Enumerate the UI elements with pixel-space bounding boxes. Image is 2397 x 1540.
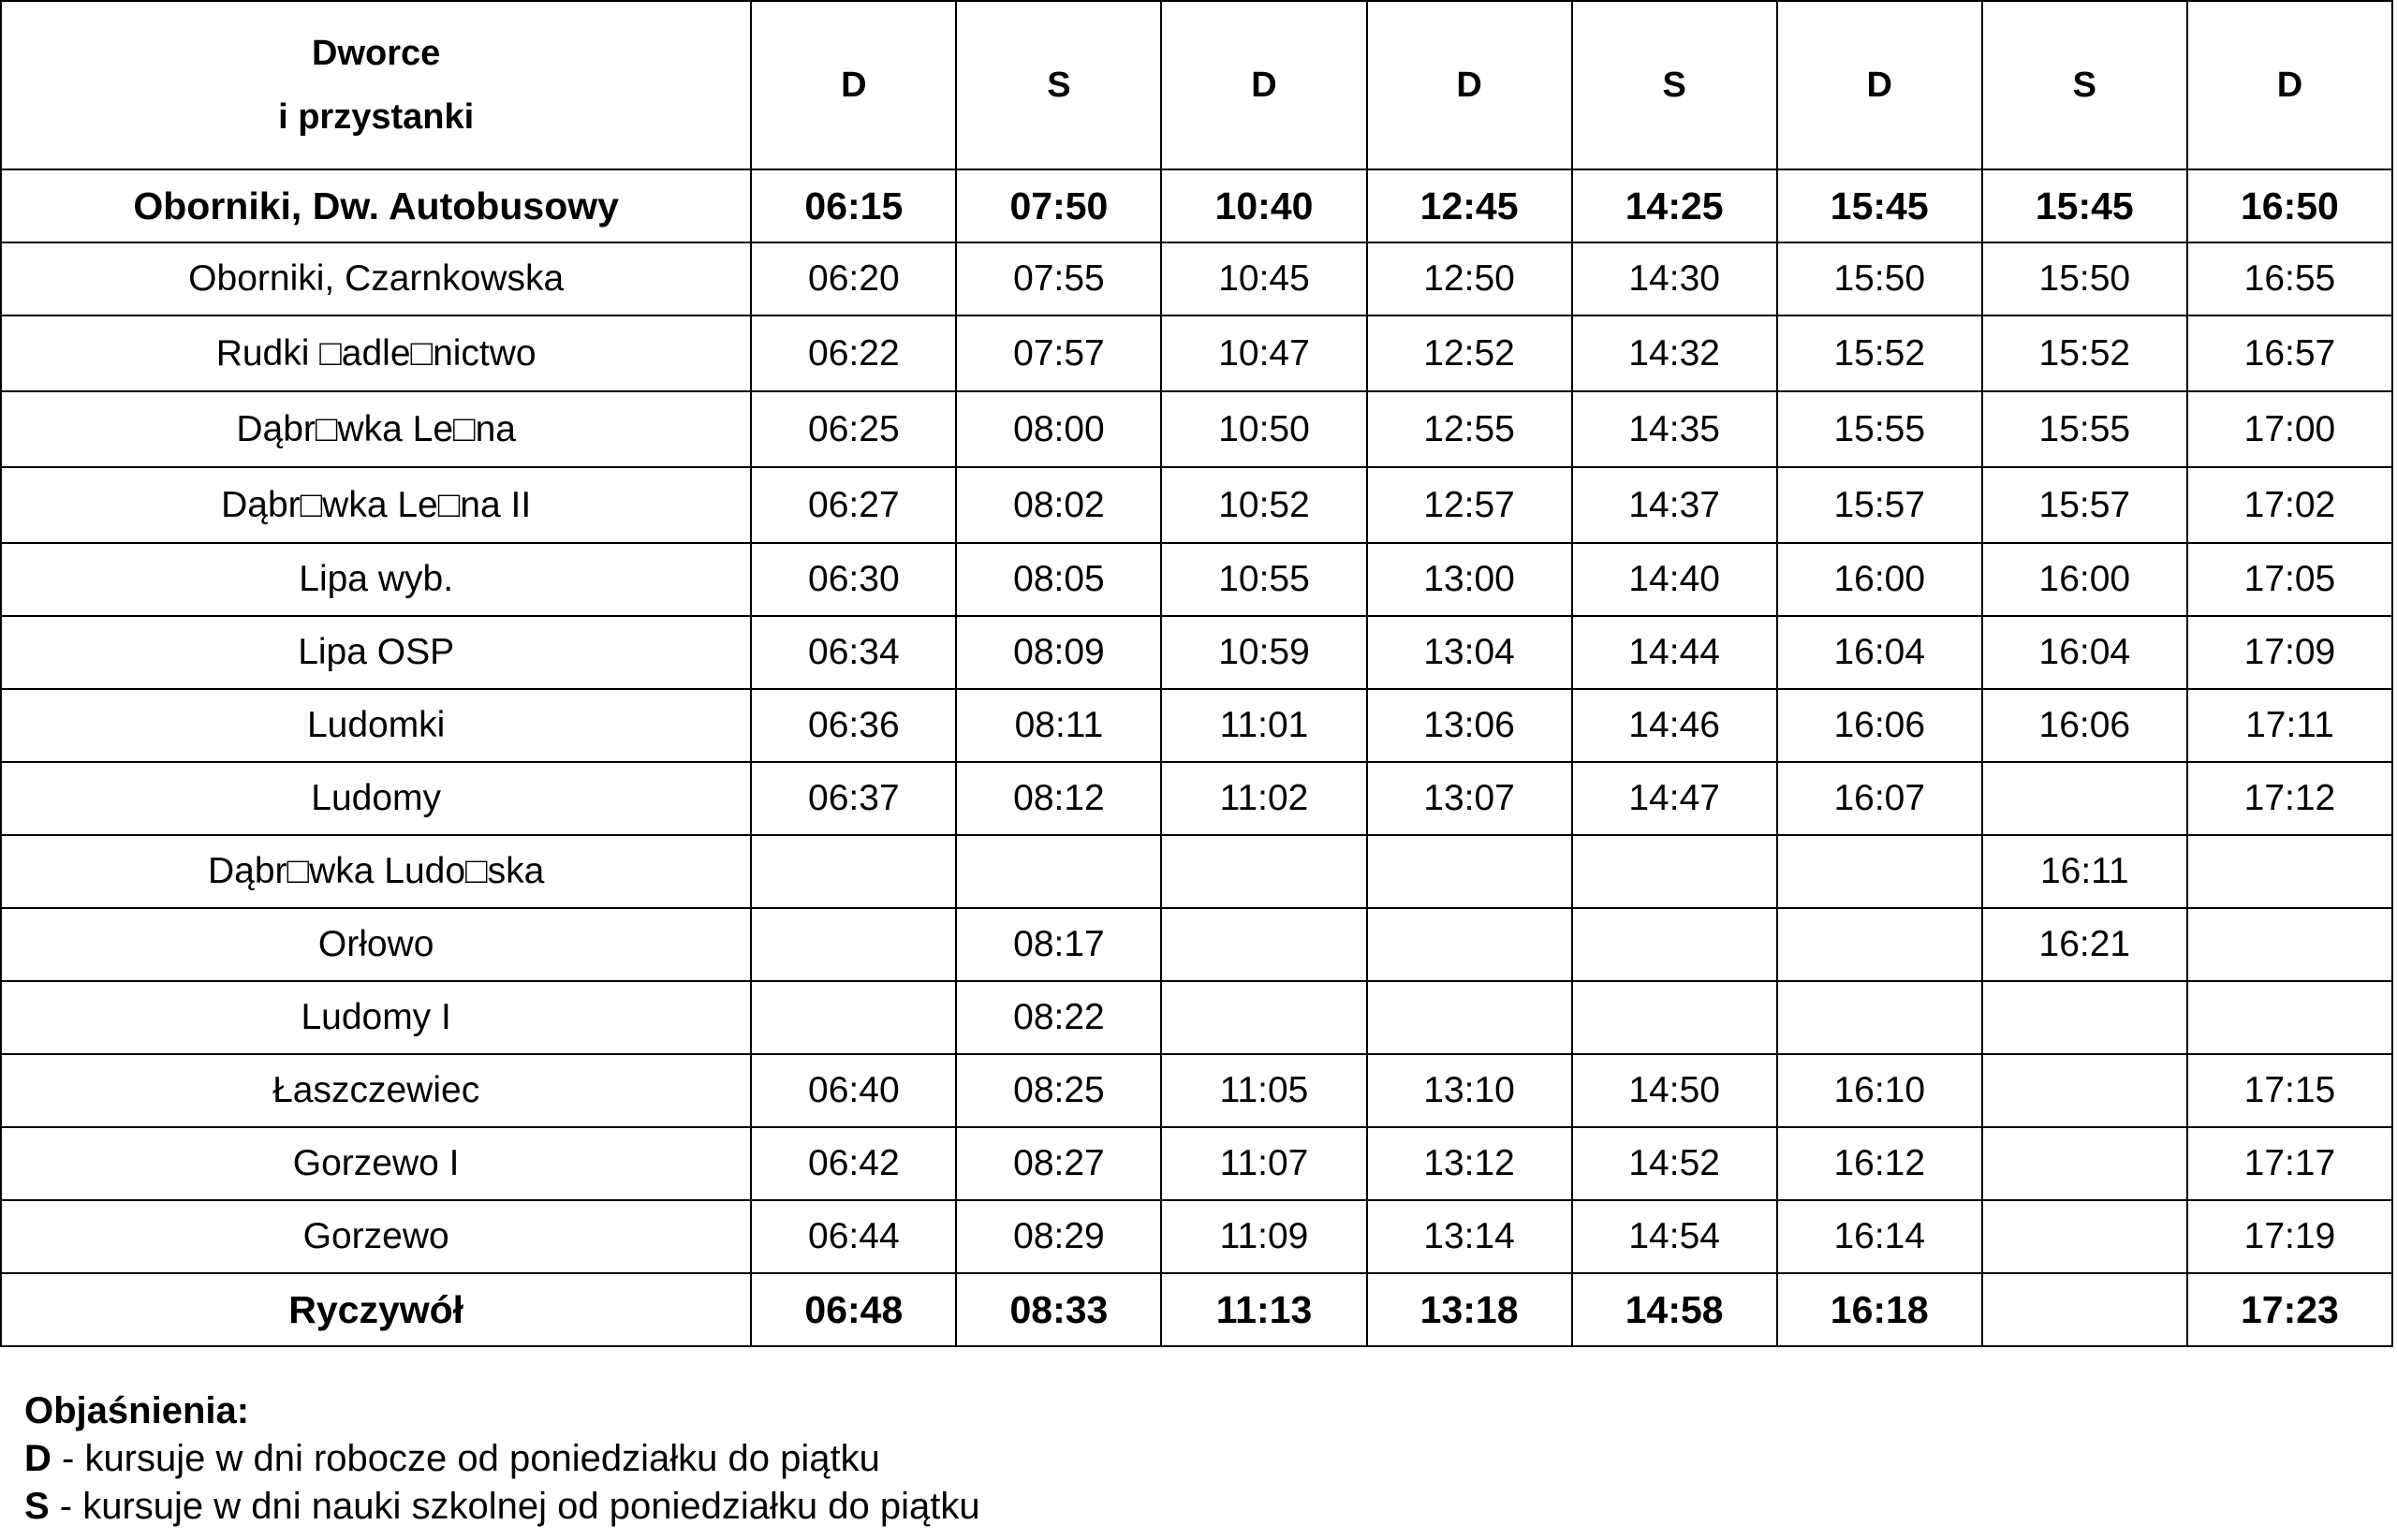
departure-time: 06:37 xyxy=(751,762,956,835)
departure-time: 06:40 xyxy=(751,1054,956,1127)
stop-name: Dąbr□wka Le□na xyxy=(1,391,751,467)
trip-header: S xyxy=(1982,1,2187,169)
stop-name: Rudki □adle□nictwo xyxy=(1,315,751,391)
header-row xyxy=(1,1,2392,169)
stops-column-header xyxy=(1,1,751,169)
departure-time: 06:36 xyxy=(751,689,956,762)
departure-time: 15:57 xyxy=(1982,467,2187,543)
departure-time: 16:04 xyxy=(1777,616,1982,689)
departure-time: 10:55 xyxy=(1161,543,1366,616)
departure-time: 10:52 xyxy=(1161,467,1366,543)
departure-time: 15:45 xyxy=(1777,169,1982,242)
departure-time: 15:52 xyxy=(1777,315,1982,391)
table-row xyxy=(1,835,2392,908)
departure-time xyxy=(751,908,956,981)
table-row xyxy=(1,689,2392,762)
departure-time: 10:47 xyxy=(1161,315,1366,391)
departure-time: 12:45 xyxy=(1367,169,1572,242)
stop-name: Ludomy I xyxy=(1,981,751,1054)
departure-time: 07:55 xyxy=(956,242,1161,315)
departure-time: 16:14 xyxy=(1777,1200,1982,1273)
departure-time: 13:00 xyxy=(1367,543,1572,616)
departure-time: 10:40 xyxy=(1161,169,1366,242)
departure-time: 17:15 xyxy=(2187,1054,2392,1127)
departure-time xyxy=(2187,908,2392,981)
departure-time: 17:19 xyxy=(2187,1200,2392,1273)
table-row xyxy=(1,242,2392,315)
stop-name: Gorzewo xyxy=(1,1200,751,1273)
legend-item-s xyxy=(24,1483,980,1531)
trip-header: D xyxy=(2187,1,2392,169)
table-row xyxy=(1,1127,2392,1200)
departure-time: 08:00 xyxy=(956,391,1161,467)
departure-time: 12:57 xyxy=(1367,467,1572,543)
departure-time xyxy=(751,981,956,1054)
departure-time: 07:57 xyxy=(956,315,1161,391)
departure-time: 08:29 xyxy=(956,1200,1161,1273)
table-row xyxy=(1,1273,2392,1346)
departure-time: 12:55 xyxy=(1367,391,1572,467)
departure-time: 13:12 xyxy=(1367,1127,1572,1200)
departure-time: 06:44 xyxy=(751,1200,956,1273)
departure-time: 08:17 xyxy=(956,908,1161,981)
departure-time: 15:55 xyxy=(1982,391,2187,467)
departure-time xyxy=(1982,1054,2187,1127)
table-row xyxy=(1,1200,2392,1273)
departure-time xyxy=(1367,835,1572,908)
departure-time: 15:50 xyxy=(1777,242,1982,315)
departure-time: 06:34 xyxy=(751,616,956,689)
departure-time xyxy=(1982,1273,2187,1346)
departure-time xyxy=(1777,981,1982,1054)
departure-time: 06:15 xyxy=(751,169,956,242)
departure-time: 08:02 xyxy=(956,467,1161,543)
departure-time: 11:05 xyxy=(1161,1054,1366,1127)
departure-time: 10:45 xyxy=(1161,242,1366,315)
departure-time: 15:50 xyxy=(1982,242,2187,315)
departure-time: 16:11 xyxy=(1982,835,2187,908)
table-row xyxy=(1,467,2392,543)
departure-time xyxy=(1777,908,1982,981)
departure-time: 11:01 xyxy=(1161,689,1366,762)
legend-title: Objaśnienia: xyxy=(24,1390,250,1431)
table-row xyxy=(1,1054,2392,1127)
departure-time xyxy=(2187,835,2392,908)
departure-time: 08:22 xyxy=(956,981,1161,1054)
departure-time xyxy=(1572,981,1777,1054)
trip-header: S xyxy=(1572,1,1777,169)
table-row xyxy=(1,981,2392,1054)
departure-time: 06:30 xyxy=(751,543,956,616)
departure-time: 11:07 xyxy=(1161,1127,1366,1200)
departure-time: 14:30 xyxy=(1572,242,1777,315)
departure-time: 13:14 xyxy=(1367,1200,1572,1273)
departure-time xyxy=(1982,1200,2187,1273)
departure-time: 11:02 xyxy=(1161,762,1366,835)
departure-time: 08:33 xyxy=(956,1273,1161,1346)
departure-time: 14:25 xyxy=(1572,169,1777,242)
departure-time: 15:45 xyxy=(1982,169,2187,242)
departure-time: 14:46 xyxy=(1572,689,1777,762)
legend-notes xyxy=(24,1387,980,1531)
departure-time: 06:27 xyxy=(751,467,956,543)
departure-time: 17:11 xyxy=(2187,689,2392,762)
legend-item-d xyxy=(24,1435,980,1483)
table-row xyxy=(1,543,2392,616)
table-row xyxy=(1,315,2392,391)
legend-code: S xyxy=(24,1486,50,1527)
departure-time xyxy=(1982,1127,2187,1200)
departure-time: 14:44 xyxy=(1572,616,1777,689)
departure-time: 16:06 xyxy=(1777,689,1982,762)
departure-time: 15:57 xyxy=(1777,467,1982,543)
departure-time xyxy=(1367,981,1572,1054)
stop-name: Dąbr□wka Ludo□ska xyxy=(1,835,751,908)
departure-time: 14:52 xyxy=(1572,1127,1777,1200)
departure-time: 17:00 xyxy=(2187,391,2392,467)
table-row xyxy=(1,616,2392,689)
departure-time: 16:50 xyxy=(2187,169,2392,242)
departure-time: 13:07 xyxy=(1367,762,1572,835)
departure-time: 13:18 xyxy=(1367,1273,1572,1346)
departure-time xyxy=(956,835,1161,908)
departure-time: 13:04 xyxy=(1367,616,1572,689)
departure-time: 06:20 xyxy=(751,242,956,315)
departure-time xyxy=(1161,835,1366,908)
departure-time: 14:47 xyxy=(1572,762,1777,835)
departure-time: 17:09 xyxy=(2187,616,2392,689)
departure-time xyxy=(751,835,956,908)
departure-time: 06:22 xyxy=(751,315,956,391)
trip-header: D xyxy=(1161,1,1366,169)
departure-time: 13:06 xyxy=(1367,689,1572,762)
departure-time xyxy=(1982,981,2187,1054)
departure-time xyxy=(1572,908,1777,981)
stop-name: Gorzewo I xyxy=(1,1127,751,1200)
departure-time: 14:37 xyxy=(1572,467,1777,543)
trip-header: D xyxy=(1367,1,1572,169)
departure-time: 16:00 xyxy=(1982,543,2187,616)
departure-time xyxy=(1161,981,1366,1054)
departure-time: 14:35 xyxy=(1572,391,1777,467)
departure-time: 06:42 xyxy=(751,1127,956,1200)
departure-time: 17:02 xyxy=(2187,467,2392,543)
departure-time: 08:12 xyxy=(956,762,1161,835)
table-row xyxy=(1,391,2392,467)
stop-name: Orłowo xyxy=(1,908,751,981)
trip-header: S xyxy=(956,1,1161,169)
departure-time: 17:05 xyxy=(2187,543,2392,616)
departure-time xyxy=(1161,908,1366,981)
departure-time: 14:50 xyxy=(1572,1054,1777,1127)
table-row xyxy=(1,762,2392,835)
stop-name: Oborniki, Dw. Autobusowy xyxy=(1,169,751,242)
departure-time: 17:23 xyxy=(2187,1273,2392,1346)
departure-time: 16:18 xyxy=(1777,1273,1982,1346)
departure-time: 14:40 xyxy=(1572,543,1777,616)
stop-name: Lipa OSP xyxy=(1,616,751,689)
departure-time: 14:58 xyxy=(1572,1273,1777,1346)
departure-time: 16:10 xyxy=(1777,1054,1982,1127)
trip-header: D xyxy=(751,1,956,169)
departure-time: 11:09 xyxy=(1161,1200,1366,1273)
departure-time: 12:50 xyxy=(1367,242,1572,315)
departure-time: 10:50 xyxy=(1161,391,1366,467)
departure-time: 13:10 xyxy=(1367,1054,1572,1127)
stop-name: Dąbr□wka Le□na II xyxy=(1,467,751,543)
stops-header-line1: Dworce xyxy=(312,34,441,73)
departure-time: 17:17 xyxy=(2187,1127,2392,1200)
departure-time: 11:13 xyxy=(1161,1273,1366,1346)
legend-code: D xyxy=(24,1438,51,1479)
departure-time: 16:04 xyxy=(1982,616,2187,689)
departure-time xyxy=(1367,908,1572,981)
departure-time xyxy=(1777,835,1982,908)
departure-time: 14:32 xyxy=(1572,315,1777,391)
departure-time: 16:12 xyxy=(1777,1127,1982,1200)
departure-time xyxy=(1982,762,2187,835)
stop-name: Oborniki, Czarnkowska xyxy=(1,242,751,315)
legend-text: - kursuje w dni robocze od poniedziałku do piątku xyxy=(51,1438,880,1479)
departure-time xyxy=(2187,981,2392,1054)
stop-name: Ludomki xyxy=(1,689,751,762)
departure-time: 12:52 xyxy=(1367,315,1572,391)
departure-time: 06:25 xyxy=(751,391,956,467)
departure-time: 08:09 xyxy=(956,616,1161,689)
stops-header-line2: i przystanki xyxy=(278,97,475,137)
departure-time: 07:50 xyxy=(956,169,1161,242)
departure-time: 08:11 xyxy=(956,689,1161,762)
departure-time: 16:07 xyxy=(1777,762,1982,835)
table-row xyxy=(1,169,2392,242)
trip-header: D xyxy=(1777,1,1982,169)
departure-time: 16:57 xyxy=(2187,315,2392,391)
departure-time xyxy=(1572,835,1777,908)
departure-time: 16:00 xyxy=(1777,543,1982,616)
departure-time: 08:05 xyxy=(956,543,1161,616)
stop-name: Lipa wyb. xyxy=(1,543,751,616)
departure-time: 14:54 xyxy=(1572,1200,1777,1273)
departure-time: 15:55 xyxy=(1777,391,1982,467)
departure-time: 16:55 xyxy=(2187,242,2392,315)
legend-text: - kursuje w dni nauki szkolnej od poniedziałku do piątku xyxy=(49,1486,980,1527)
departure-time: 10:59 xyxy=(1161,616,1366,689)
departure-time: 08:25 xyxy=(956,1054,1161,1127)
stop-name: Łaszczewiec xyxy=(1,1054,751,1127)
departure-time: 15:52 xyxy=(1982,315,2187,391)
table-row xyxy=(1,908,2392,981)
departure-time: 08:27 xyxy=(956,1127,1161,1200)
departure-time: 16:21 xyxy=(1982,908,2187,981)
departure-time: 17:12 xyxy=(2187,762,2392,835)
departure-time: 16:06 xyxy=(1982,689,2187,762)
departure-time: 06:48 xyxy=(751,1273,956,1346)
stop-name: Ryczywół xyxy=(1,1273,751,1346)
stop-name: Ludomy xyxy=(1,762,751,835)
